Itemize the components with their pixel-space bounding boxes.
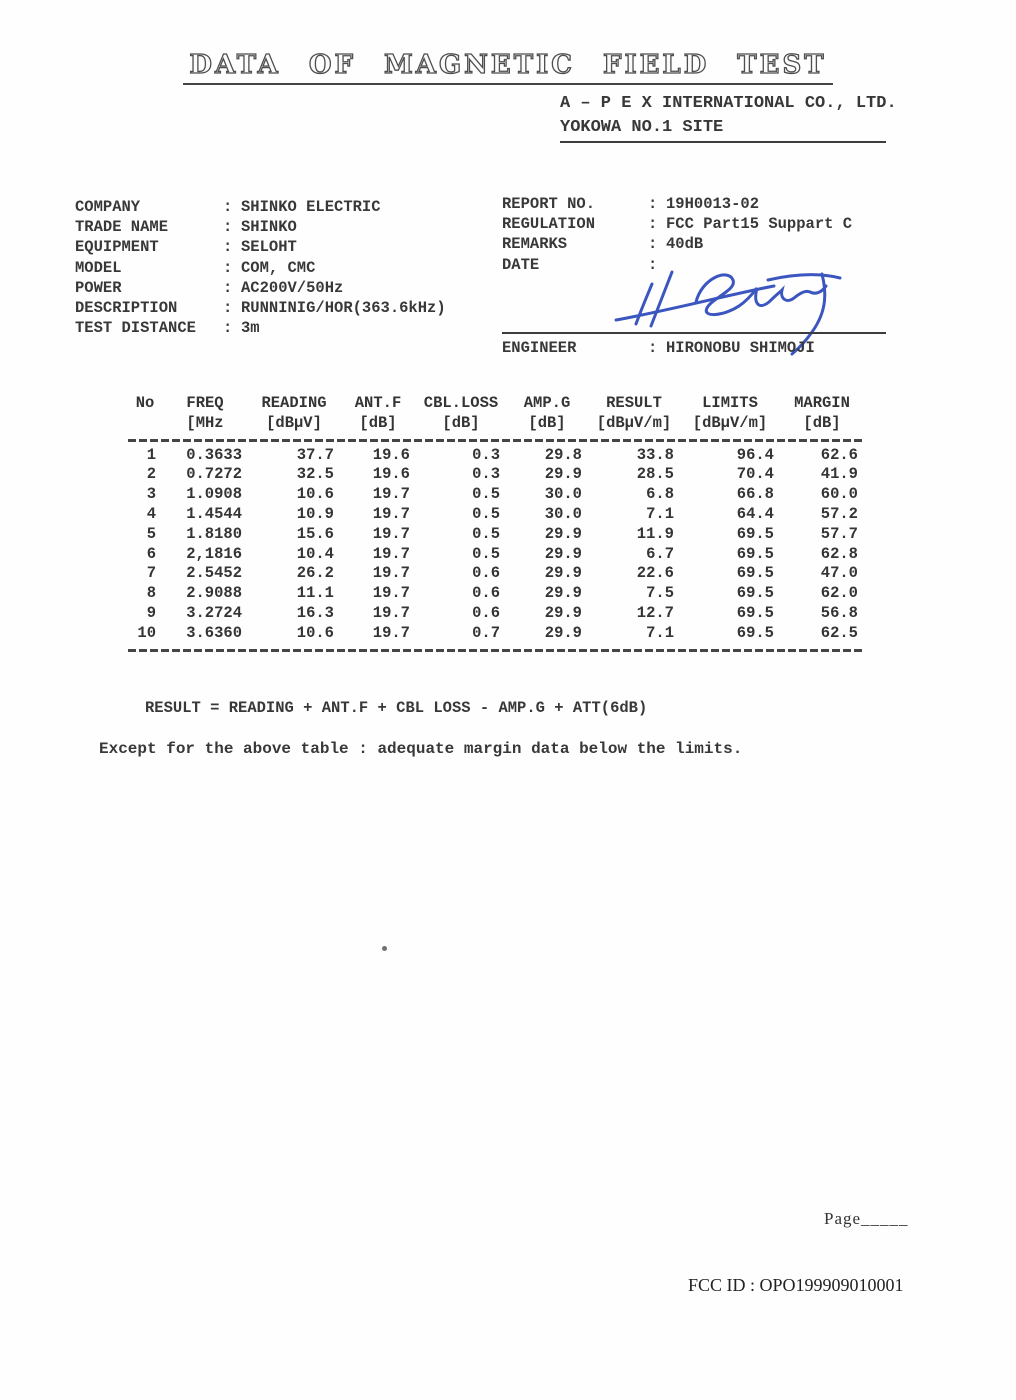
table-cell: 10 xyxy=(137,623,156,642)
table-cell: 7.1 xyxy=(646,504,674,523)
table-cell: 22.6 xyxy=(636,564,674,583)
table-row xyxy=(128,446,864,466)
table-cell: 19.7 xyxy=(372,544,410,563)
table-cell: 29.9 xyxy=(544,465,582,484)
dashed-separator-top xyxy=(128,439,864,442)
info-colon: : xyxy=(648,215,658,234)
table-cell: 41.9 xyxy=(820,465,858,484)
table-cell: 15.6 xyxy=(296,524,334,543)
table-cell: 16.3 xyxy=(296,603,334,622)
table-row xyxy=(128,604,864,624)
table-cell: 1.4544 xyxy=(186,504,242,523)
info-label: POWER xyxy=(75,278,122,297)
info-colon: : xyxy=(223,258,233,277)
table-cell: 69.5 xyxy=(736,524,774,543)
table-cell: 7 xyxy=(146,564,156,583)
table-cell: 28.5 xyxy=(636,465,674,484)
info-row xyxy=(75,278,446,298)
table-cell: 19.7 xyxy=(372,564,410,583)
info-value: SELOHT xyxy=(241,238,297,257)
info-row xyxy=(502,255,852,275)
table-cell: 0.3 xyxy=(472,445,500,464)
info-row xyxy=(502,234,852,254)
table-cell: 10.6 xyxy=(296,485,334,504)
table-cell: 69.5 xyxy=(736,564,774,583)
table-cell: 30.0 xyxy=(544,504,582,523)
table-row xyxy=(128,624,864,644)
table-cell: 30.0 xyxy=(544,485,582,504)
table-cell: 1.8180 xyxy=(186,524,242,543)
table-cell: 0.7 xyxy=(472,623,500,642)
table-cell: 32.5 xyxy=(296,465,334,484)
table-cell: 2.9088 xyxy=(186,584,242,603)
info-colon: : xyxy=(648,195,658,213)
info-colon: : xyxy=(223,319,233,338)
table-cell: 96.4 xyxy=(736,445,774,464)
table-cell: 47.0 xyxy=(820,564,858,583)
info-value: FCC Part15 Suppart C xyxy=(666,215,853,234)
info-row xyxy=(75,217,446,237)
info-value: COM, CMC xyxy=(241,258,316,277)
table-cell: 6.8 xyxy=(646,485,674,504)
table-cell: 62.8 xyxy=(820,544,858,563)
info-label: MODEL xyxy=(75,258,122,277)
table-cell: 0.5 xyxy=(472,485,500,504)
info-value: HIRONOBU SHIMOJI xyxy=(666,339,815,357)
table-cell: 0.6 xyxy=(472,603,500,622)
table-cell: 60.0 xyxy=(820,485,858,504)
table-row xyxy=(128,545,864,565)
info-label: DESCRIPTION xyxy=(75,299,178,318)
info-value: 19H0013-02 xyxy=(666,195,760,213)
table-cell: 62.5 xyxy=(820,623,858,642)
info-row xyxy=(75,237,446,257)
table-header-cell: CBL.LOSS [dB] xyxy=(423,394,499,432)
table-cell: 69.5 xyxy=(736,584,774,603)
info-row xyxy=(502,194,852,214)
table-cell: 0.3 xyxy=(472,465,500,484)
table-cell: 0.5 xyxy=(472,504,500,523)
result-formula: RESULT = READING + ANT.F + CBL LOSS - AMP.G + ATT(6dB) xyxy=(145,699,648,717)
table-header-cell: READING [dBμV] xyxy=(261,394,327,432)
info-value: 3m xyxy=(241,319,260,338)
org-name: A – P E X INTERNATIONAL CO., LTD. xyxy=(560,94,897,113)
table-cell: 29.9 xyxy=(544,524,582,543)
info-colon: : xyxy=(648,339,658,357)
measurement-table-block xyxy=(128,394,864,656)
info-value: 40dB xyxy=(666,235,704,254)
table-cell: 29.9 xyxy=(544,584,582,603)
table-cell: 3 xyxy=(146,485,156,504)
table-cell: 57.2 xyxy=(820,504,858,523)
info-value: RUNNINIG/HOR(363.6kHz) xyxy=(241,299,446,318)
info-value: SHINKO ELECTRIC xyxy=(241,198,381,216)
fcc-id: FCC ID : OPO199909010001 xyxy=(688,1275,904,1295)
table-cell: 29.9 xyxy=(544,564,582,583)
table-cell: 29.8 xyxy=(544,445,582,464)
table-cell: 2,1816 xyxy=(186,544,242,563)
info-colon: : xyxy=(648,255,658,274)
table-cell: 29.9 xyxy=(544,603,582,622)
info-colon: : xyxy=(223,198,233,216)
table-cell: 7.1 xyxy=(646,623,674,642)
table-cell: 19.7 xyxy=(372,485,410,504)
table-cell: 10.6 xyxy=(296,623,334,642)
table-cell: 19.7 xyxy=(372,584,410,603)
info-label: REPORT NO. xyxy=(502,195,596,213)
margin-note: Except for the above table : adequate margin data below the limits. xyxy=(99,740,743,758)
table-cell: 2.5452 xyxy=(186,564,242,583)
info-label: TRADE NAME xyxy=(75,218,169,237)
table-cell: 6 xyxy=(146,544,156,563)
info-row xyxy=(75,298,446,318)
report-info-block xyxy=(502,194,852,275)
info-row xyxy=(75,258,446,278)
table-cell: 19.6 xyxy=(372,465,410,484)
table-cell: 66.8 xyxy=(736,485,774,504)
table-cell: 69.5 xyxy=(736,544,774,563)
table-cell: 9 xyxy=(146,603,156,622)
table-cell: 57.7 xyxy=(820,524,858,543)
table-row xyxy=(128,485,864,505)
table-cell: 29.9 xyxy=(544,623,582,642)
table-cell: 0.6 xyxy=(472,564,500,583)
info-colon: : xyxy=(223,218,233,237)
measurement-table-body xyxy=(128,446,864,644)
measurement-table-header xyxy=(128,394,864,434)
table-header-cell: RESULT [dBμV/m] xyxy=(596,394,672,432)
site-name: YOKOWA NO.1 SITE xyxy=(560,116,886,143)
table-cell: 0.3633 xyxy=(186,445,242,464)
table-cell: 37.7 xyxy=(296,445,334,464)
table-cell: 70.4 xyxy=(736,465,774,484)
table-cell: 29.9 xyxy=(544,544,582,563)
table-cell: 5 xyxy=(146,524,156,543)
table-header-cell: ANT.F [dB] xyxy=(354,394,402,432)
table-header-cell: MARGIN [dB] xyxy=(794,394,850,432)
table-cell: 19.7 xyxy=(372,504,410,523)
table-header-cell: LIMITS [dBμV/m] xyxy=(692,394,768,432)
document-title: DATA OF MAGNETIC FIELD TEST xyxy=(183,50,832,85)
table-cell: 3.6360 xyxy=(186,623,242,642)
table-cell: 19.7 xyxy=(372,603,410,622)
table-cell: 11.1 xyxy=(296,584,334,603)
info-label: REGULATION xyxy=(502,215,596,234)
table-cell: 10.9 xyxy=(296,504,334,523)
table-header-cell: No xyxy=(135,394,155,412)
table-row xyxy=(128,465,864,485)
info-row xyxy=(75,197,446,217)
info-label: REMARKS xyxy=(502,235,568,254)
table-cell: 19.7 xyxy=(372,623,410,642)
info-colon: : xyxy=(223,299,233,318)
info-label: DATE xyxy=(502,255,540,274)
table-cell: 8 xyxy=(146,584,156,603)
table-cell: 69.5 xyxy=(736,603,774,622)
title-wrap xyxy=(0,50,1016,85)
table-cell: 19.7 xyxy=(372,524,410,543)
measurement-table xyxy=(128,446,864,644)
table-cell: 4 xyxy=(146,504,156,523)
info-label: TEST DISTANCE xyxy=(75,319,196,338)
info-colon: : xyxy=(223,238,233,257)
table-cell: 19.6 xyxy=(372,445,410,464)
dashed-separator-bottom xyxy=(128,649,864,652)
info-row xyxy=(75,318,446,338)
info-value: SHINKO xyxy=(241,218,297,237)
table-cell: 11.9 xyxy=(636,524,674,543)
table-cell: 1 xyxy=(146,445,156,464)
info-value: AC200V/50Hz xyxy=(241,278,344,297)
table-header-cell: AMP.G [dB] xyxy=(523,394,571,432)
table-header-row xyxy=(128,394,864,434)
info-label: EQUIPMENT xyxy=(75,238,159,257)
info-label: ENGINEER xyxy=(502,339,577,357)
page-number-field: Page_____ xyxy=(824,1209,909,1228)
table-row xyxy=(128,525,864,545)
table-row xyxy=(128,505,864,525)
table-cell: 62.6 xyxy=(820,445,858,464)
signature-line xyxy=(502,332,886,334)
table-cell: 6.7 xyxy=(646,544,674,563)
table-cell: 0.5 xyxy=(472,524,500,543)
scan-speck xyxy=(382,946,387,951)
table-cell: 0.5 xyxy=(472,544,500,563)
table-cell: 64.4 xyxy=(736,504,774,523)
table-cell: 3.2724 xyxy=(186,603,242,622)
table-cell: 33.8 xyxy=(636,445,674,464)
table-row xyxy=(128,564,864,584)
table-cell: 1.0908 xyxy=(186,485,242,504)
table-cell: 12.7 xyxy=(636,603,674,622)
table-cell: 62.0 xyxy=(820,584,858,603)
table-cell: 10.4 xyxy=(296,544,334,563)
info-colon: : xyxy=(223,278,233,297)
table-cell: 69.5 xyxy=(736,623,774,642)
table-cell: 0.7272 xyxy=(186,465,242,484)
table-cell: 0.6 xyxy=(472,584,500,603)
equipment-info-block xyxy=(75,197,446,338)
table-cell: 56.8 xyxy=(820,603,858,622)
info-colon: : xyxy=(648,235,658,254)
org-block xyxy=(560,92,897,143)
table-header-cell: FREQ [MHz xyxy=(186,394,224,432)
table-cell: 26.2 xyxy=(296,564,334,583)
info-row xyxy=(502,214,852,234)
table-cell: 2 xyxy=(146,465,156,484)
table-cell: 7.5 xyxy=(646,584,674,603)
table-row xyxy=(128,584,864,604)
engineer-row xyxy=(502,339,815,357)
info-label: COMPANY xyxy=(75,198,141,216)
